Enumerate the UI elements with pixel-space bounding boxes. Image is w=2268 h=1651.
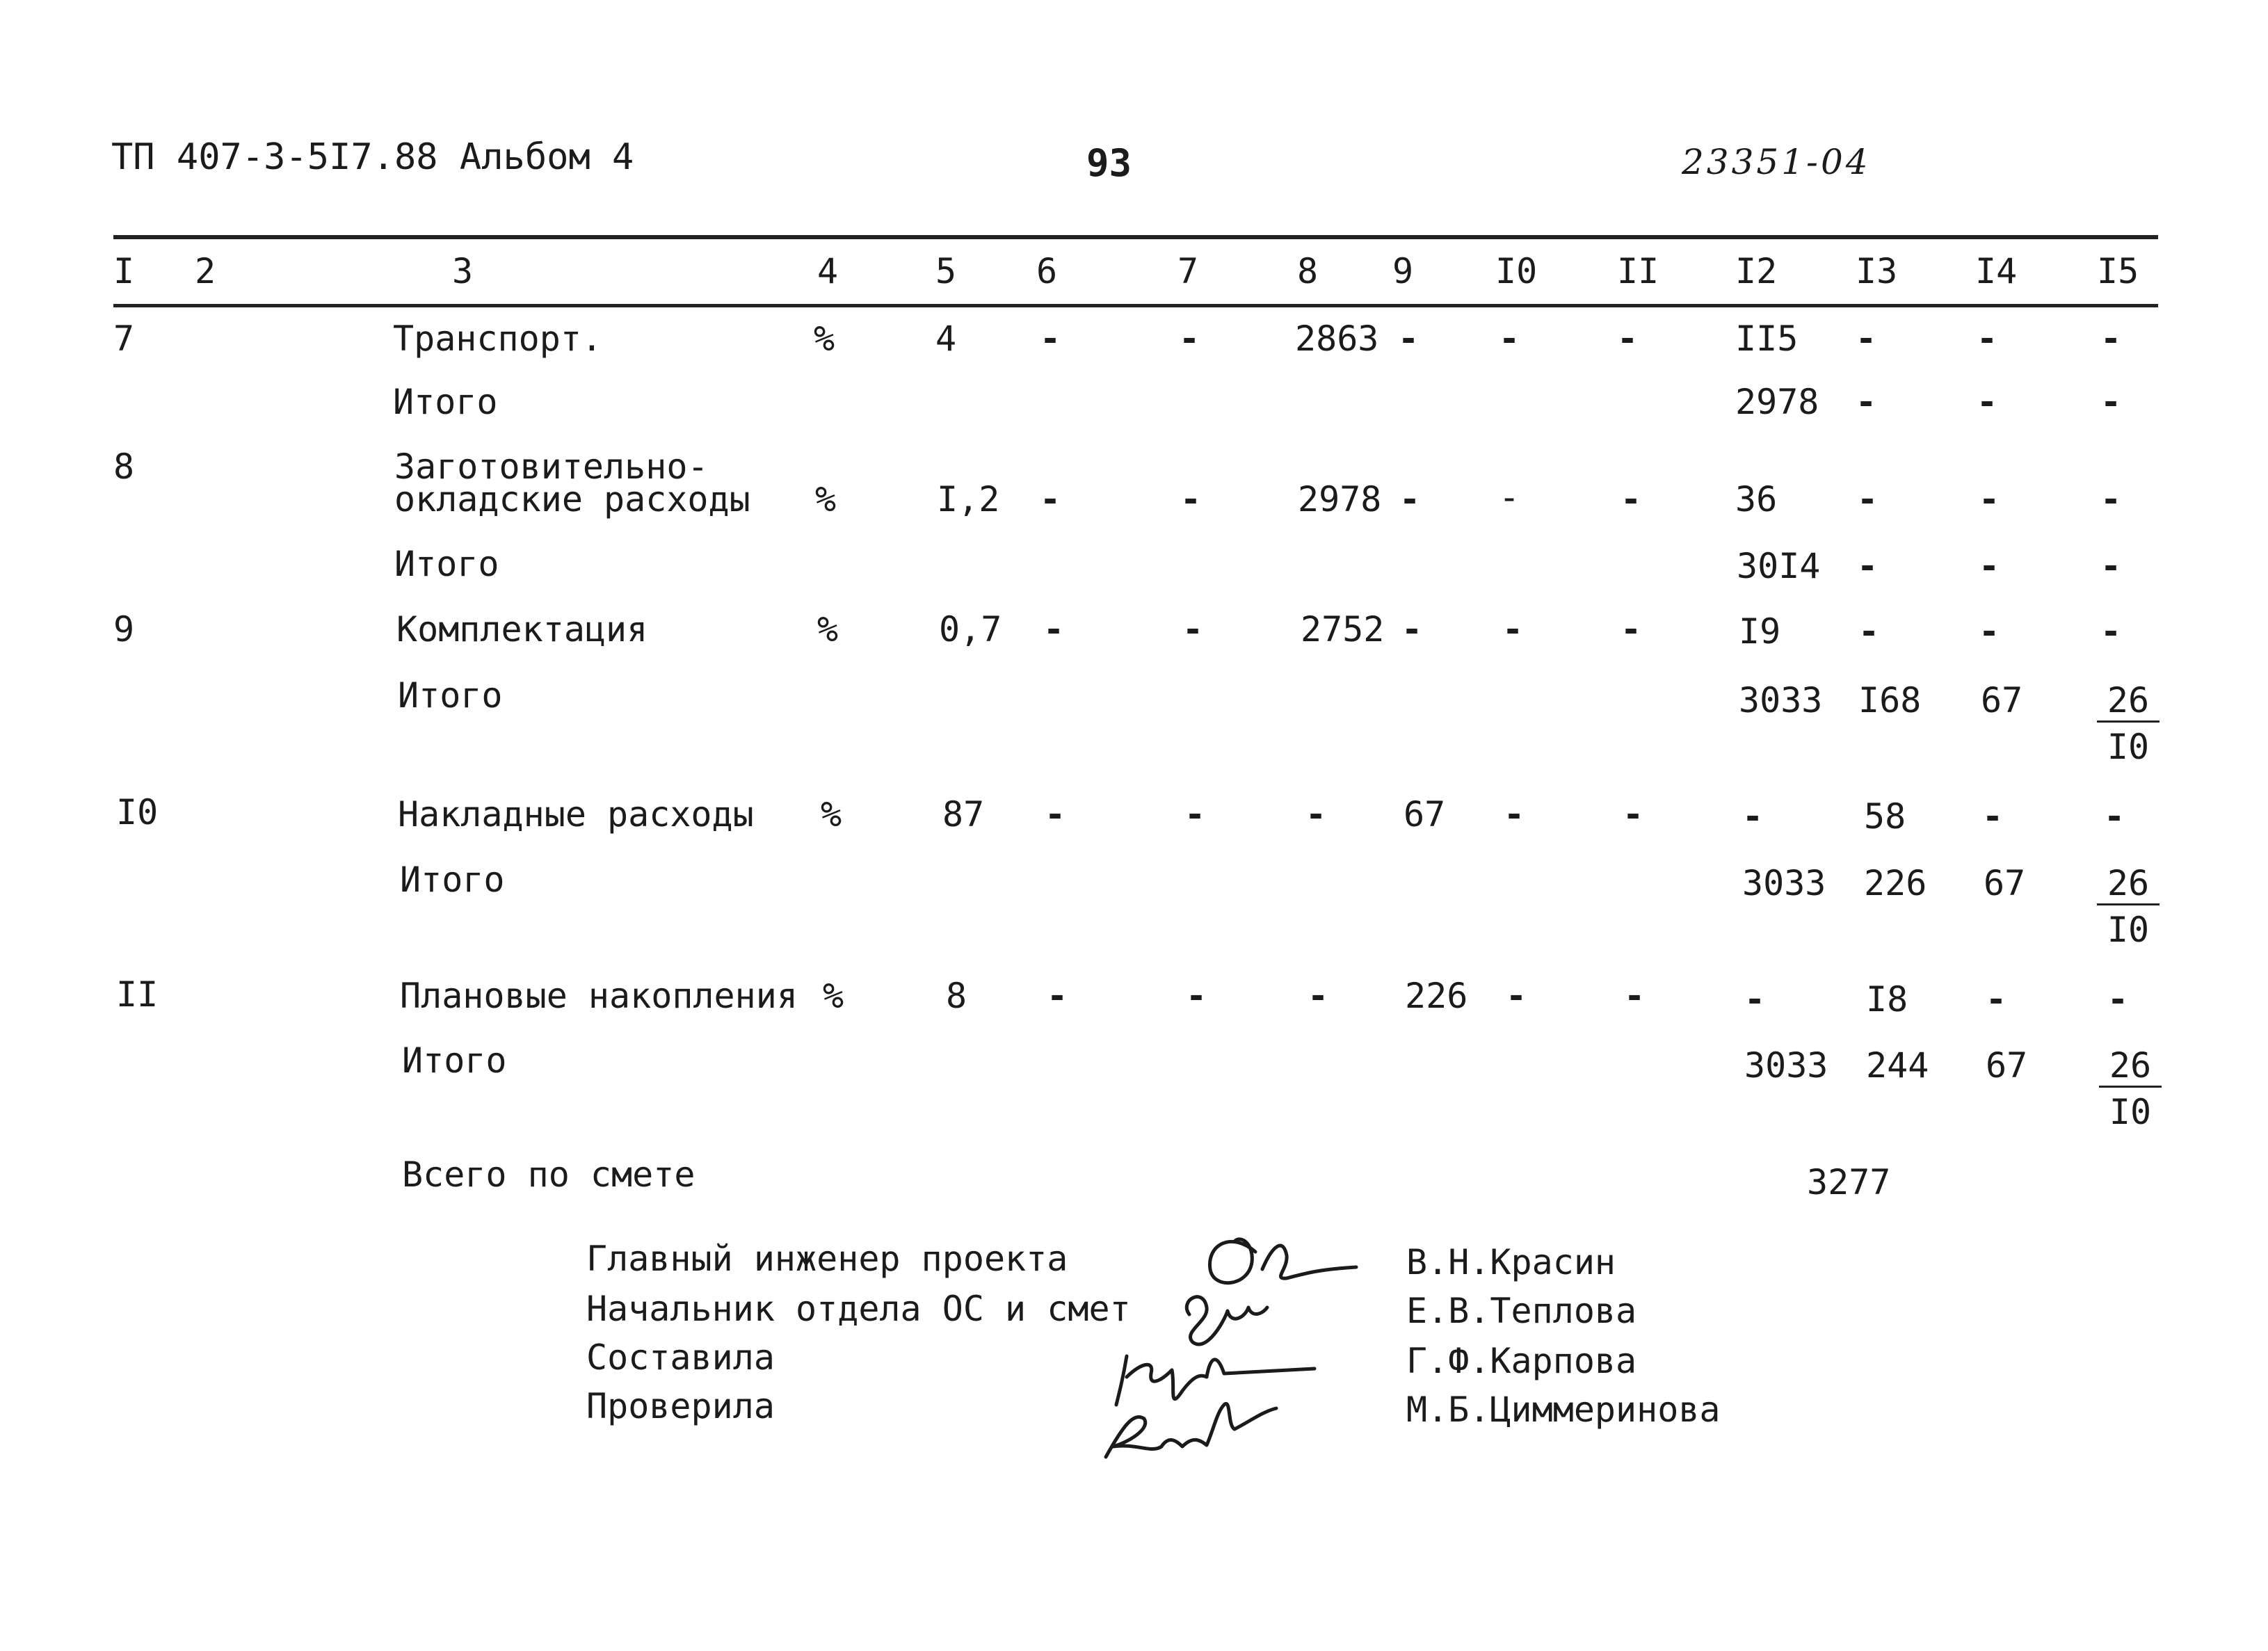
signer-name: В.Н.Красин [1406,1242,1616,1282]
subtotal-label: Итого [398,675,503,716]
cell-13: - [1858,611,1880,652]
cell-13: I68 [1858,680,1922,720]
cell-11: - [1624,976,1646,1016]
fraction-numerator: 26 [2097,683,2160,723]
cell-14: - [1979,479,2000,520]
cell-14: - [1977,319,1998,359]
col-header-12: I2 [1735,251,1778,291]
cell-12: 3033 [1744,1045,1828,1086]
col-header-8: 8 [1297,251,1319,291]
cell-11: - [1620,479,1642,520]
cell-12: II5 [1735,319,1799,359]
cell-6: - [1040,319,1061,359]
cell-14: - [1979,546,2000,586]
cell-8: - [1305,794,1327,835]
cell-15: - [2100,319,2122,359]
row-name-line-2: окладские расходы [394,479,750,520]
row-name: Накладные расходы [398,794,754,835]
row-name-line-1: Заготовительно- [394,446,709,487]
signature-stroke [1106,1403,1276,1457]
signer-name: М.Б.Циммеринова [1406,1390,1721,1430]
cell-10: - [1506,976,1527,1016]
fraction-denominator: I0 [2109,1092,2152,1132]
rate-cell: 87 [942,794,985,835]
col-header-1: I [113,251,135,291]
col-header-3: 3 [452,251,474,291]
cell-13: - [1856,382,1877,422]
cell-13: 244 [1866,1045,1929,1086]
grand-total-value: 3277 [1807,1162,1891,1202]
signer-role: Главный инженер проекта [586,1239,1068,1279]
col-header-7: 7 [1177,251,1199,291]
unit-cell: % [821,794,842,835]
table-header-rule [113,304,2158,307]
cell-10: - [1499,477,1520,517]
cell-12: - [1744,979,1766,1020]
row-number: 9 [113,609,135,650]
cell-6: - [1040,479,1061,520]
handwritten-signatures [1085,1203,1391,1509]
cell-11: - [1620,609,1642,650]
rate-cell: 8 [946,976,967,1016]
fraction-numerator: 26 [2099,1048,2162,1088]
cell-14: 67 [1981,680,2023,720]
cell-7: - [1182,609,1204,650]
cell-12: - [1742,796,1764,837]
subtotal-label: Итого [402,1040,507,1081]
col-header-4: 4 [817,251,839,291]
row-name: Транспорт. [393,319,603,359]
fraction-denominator: I0 [2107,910,2150,950]
signer-role: Составила [586,1337,775,1378]
unit-cell: % [823,976,844,1016]
cell-13: - [1857,546,1879,586]
cell-14: - [1982,796,2004,837]
table-top-rule [113,235,2158,239]
cell-15: - [2104,796,2125,837]
cell-14: - [1979,611,2000,652]
cell-14: - [1977,382,1998,422]
unit-cell: % [817,609,839,650]
signer-role: Проверила [586,1386,775,1426]
unit-cell: % [815,479,837,520]
cell-6: - [1043,609,1065,650]
rate-cell: 0,7 [939,609,1002,650]
row-number: 7 [113,319,135,359]
cell-9: 226 [1405,976,1468,1016]
cell-8: - [1308,976,1329,1016]
cell-13: 226 [1864,863,1927,903]
cell-10: - [1502,609,1524,650]
col-header-15: I5 [2097,251,2139,291]
cell-15: - [2100,479,2122,520]
col-header-6: 6 [1036,251,1058,291]
cell-13: - [1856,319,1877,359]
fraction-cell-15 [2097,680,2160,767]
cell-12: 3033 [1742,863,1826,903]
cell-7: - [1179,319,1200,359]
signature-stroke [1187,1297,1267,1344]
cell-8: 2863 [1295,319,1379,359]
cell-9: - [1398,319,1419,359]
inventory-number: 23351-04 [1682,142,1871,182]
cell-14: - [1986,979,2007,1020]
subtotal-label: Итого [394,544,499,584]
grand-total-label: Всего по смете [402,1154,695,1195]
col-header-14: I4 [1975,251,2018,291]
cell-14: 67 [1984,863,2026,903]
cell-12: I9 [1739,611,1781,652]
rate-cell: 4 [935,319,957,359]
rate-cell: I,2 [937,479,1000,520]
cell-13: I8 [1866,979,1908,1020]
col-header-2: 2 [195,251,216,291]
cell-10: - [1504,794,1525,835]
row-number: II [116,974,159,1015]
fraction-denominator: I0 [2107,727,2150,767]
cell-11: - [1623,794,1644,835]
subtotal-label: Итого [400,860,505,900]
cell-15: - [2100,382,2122,422]
cell-13: 58 [1864,796,1906,837]
fraction-cell-15 [2097,863,2160,950]
cell-7: - [1184,794,1206,835]
col-header-9: 9 [1392,251,1414,291]
signer-name: Е.В.Теплова [1406,1291,1637,1331]
fraction-numerator: 26 [2097,866,2160,905]
signature-stroke [1116,1356,1314,1405]
cell-12: 3033 [1739,680,1823,720]
cell-8: 2978 [1298,479,1382,520]
document-code: ТП 407-3-5І7.88 Альбом 4 [111,136,634,178]
cell-9: - [1399,479,1421,520]
col-header-10: I0 [1495,251,1538,291]
subtotal-label: Итого [393,382,498,422]
fraction-cell-15 [2099,1045,2162,1132]
cell-9: - [1401,609,1423,650]
signer-role: Начальник отдела ОС и смет [586,1289,1131,1329]
col-header-5: 5 [935,251,957,291]
cell-9: 67 [1404,794,1446,835]
cell-12: 2978 [1735,382,1819,422]
cell-6: - [1045,794,1066,835]
cell-12: 30I4 [1737,546,1821,586]
signature-stroke [1210,1239,1356,1283]
row-name: Плановые накопления [400,976,798,1016]
cell-7: - [1180,479,1202,520]
cell-6: - [1047,976,1068,1016]
cell-14: 67 [1986,1045,2028,1086]
cell-11: - [1617,319,1639,359]
cell-10: - [1499,319,1520,359]
cell-7: - [1186,976,1207,1016]
col-header-11: II [1617,251,1659,291]
col-header-13: I3 [1856,251,1898,291]
cell-15: - [2100,611,2122,652]
row-number: 8 [113,446,135,487]
page-number: 93 [1086,141,1132,185]
cell-15: - [2107,979,2129,1020]
row-number: I0 [116,792,159,832]
row-name: Комплектация [396,609,648,650]
signer-name: Г.Ф.Карпова [1406,1341,1637,1381]
cell-8: 2752 [1301,609,1385,650]
cell-12: 36 [1735,479,1778,520]
cell-15: - [2100,546,2122,586]
cell-13: - [1857,479,1879,520]
unit-cell: % [814,319,835,359]
